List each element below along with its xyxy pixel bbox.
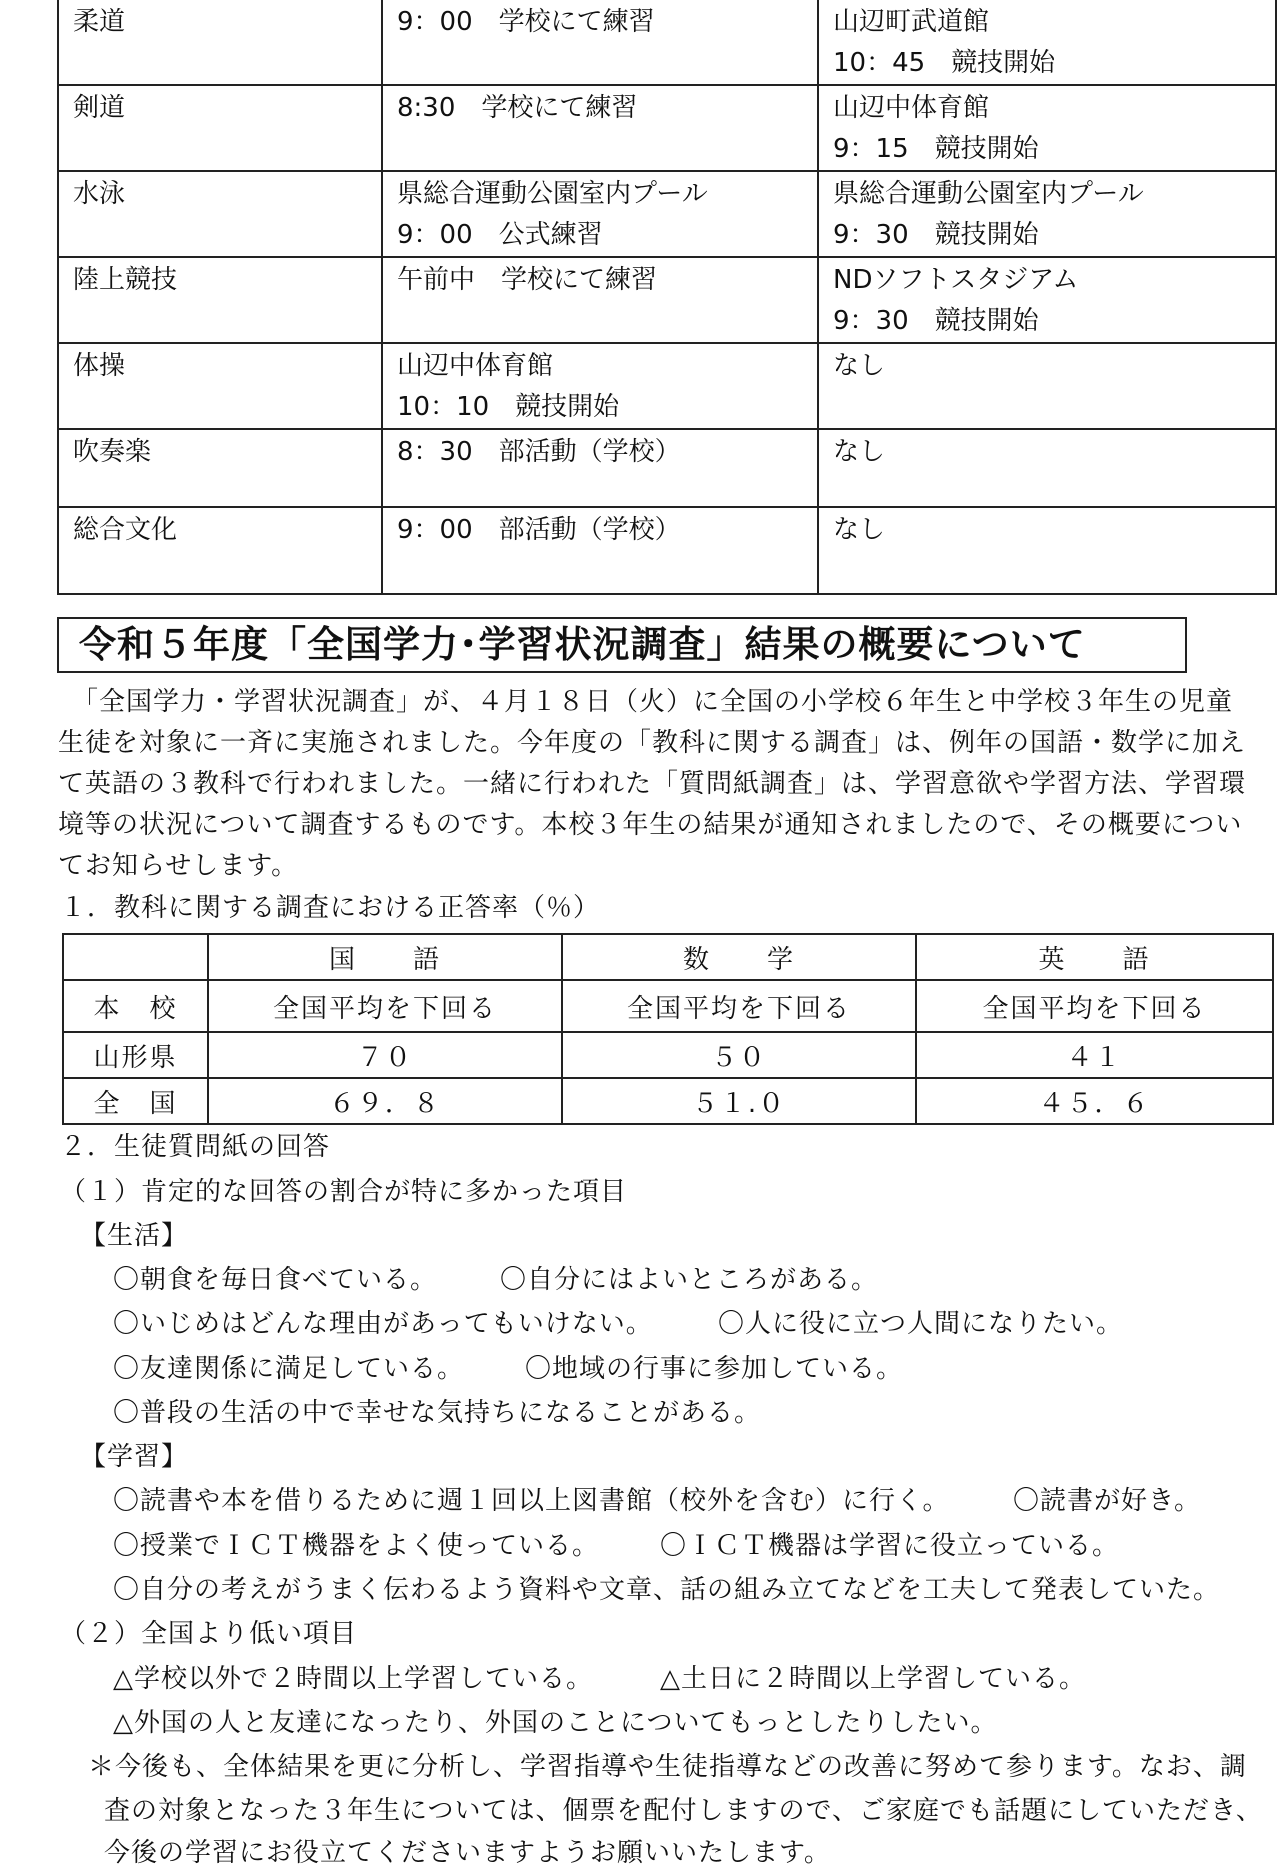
table-cell: ６９．８ <box>208 1078 562 1124</box>
morning-schedule: 山辺中体育館 10：10 競技開始 <box>382 343 818 429</box>
table-row <box>58 429 1276 507</box>
row-label: 全 国 <box>63 1078 208 1124</box>
table-row <box>58 171 1276 257</box>
subheading-positive: （１）肯定的な回答の割合が特に多かった項目 <box>60 1177 628 1207</box>
morning-schedule: 8：30 部活動（学校） <box>382 429 818 507</box>
venue-schedule: 山辺中体育館 9：15 競技開始 <box>818 85 1276 171</box>
club-name: 吹奏楽 <box>58 429 382 507</box>
venue-schedule: なし <box>818 343 1276 429</box>
accuracy-results-table <box>62 933 1274 1125</box>
club-name: 剣道 <box>58 85 382 171</box>
table-row <box>58 85 1276 171</box>
list-item: 〇ＩＣＴ機器は学習に役立っている。 <box>660 1531 1120 1561</box>
label-study: 【学習】 <box>80 1442 189 1472</box>
table-cell: ４１ <box>916 1032 1273 1078</box>
club-name: 陸上競技 <box>58 257 382 343</box>
list-item: 〇自分にはよいところがある。 <box>500 1265 879 1295</box>
heading-questionnaire: ２．生徒質問紙の回答 <box>60 1132 331 1162</box>
venue-schedule: NDソフトスタジアム 9：30 競技開始 <box>818 257 1276 343</box>
club-name: 水泳 <box>58 171 382 257</box>
table-row <box>58 343 1276 429</box>
list-item: 〇読書や本を借りるために週１回以上図書館（校外を含む）に行く。 <box>113 1486 950 1516</box>
club-schedule-table <box>57 0 1277 595</box>
table-header-row <box>63 934 1273 980</box>
table-cell: 全国平均を下回る <box>916 980 1273 1032</box>
venue-schedule: 県総合運動公園室内プール 9：30 競技開始 <box>818 171 1276 257</box>
table-cell: ７０ <box>208 1032 562 1078</box>
table-cell: 全国平均を下回る <box>562 980 916 1032</box>
intro-paragraph: 「全国学力・学習状況調査」が、４月１８日（火）に全国の小学校６年生と中学校３年生の児童 生徒を対象に一斉に実施されました。今年度の「教科に関する調査」は、例年の国語・数学に加え て英語の３教科で行われました。一緒に行われた「質問紙調査」は、学習意欲や学習方法、学習環 境等の状況について調査するものです。本校３年生の結果が通知されましたので、その概要につい てお知らせします。 <box>58 687 1247 881</box>
header-cell: 国 語 <box>208 934 562 980</box>
closing-note-line: 今後の学習にお役立てくださいますようお願いいたします。 <box>104 1838 831 1868</box>
venue-schedule: 山辺町武道館 10：45 競技開始 <box>818 0 1276 85</box>
table-cell: ４５．６ <box>916 1078 1273 1124</box>
venue-schedule: なし <box>818 507 1276 594</box>
venue-schedule: なし <box>818 429 1276 507</box>
table-row <box>63 1032 1273 1078</box>
table-row <box>58 507 1276 594</box>
table-cell: ５０ <box>562 1032 916 1078</box>
list-item: 〇自分の考えがうまく伝わるよう資料や文章、話の組み立てなどを工夫して発表していた。 <box>113 1575 1221 1605</box>
morning-schedule: 8:30 学校にて練習 <box>382 85 818 171</box>
heading-accuracy-rate: １．教科に関する調査における正答率（％） <box>60 893 601 923</box>
list-item: 〇人に役に立つ人間になりたい。 <box>718 1309 1124 1339</box>
list-item: △学校以外で２時間以上学習している。 <box>113 1664 593 1694</box>
club-name: 体操 <box>58 343 382 429</box>
morning-schedule: 午前中 学校にて練習 <box>382 257 818 343</box>
list-item: 〇いじめはどんな理由があってもいけない。 <box>113 1309 653 1339</box>
label-life: 【生活】 <box>80 1221 189 1251</box>
morning-schedule: 県総合運動公園室内プール 9：00 公式練習 <box>382 171 818 257</box>
list-item: 〇地域の行事に参加している。 <box>525 1354 904 1384</box>
list-item: 〇授業でＩＣＴ機器をよく使っている。 <box>113 1531 600 1561</box>
header-cell <box>63 934 208 980</box>
table-row <box>63 980 1273 1032</box>
table-cell: 全国平均を下回る <box>208 980 562 1032</box>
morning-schedule: 9：00 学校にて練習 <box>382 0 818 85</box>
club-name: 総合文化 <box>58 507 382 594</box>
subheading-lower: （２）全国より低い項目 <box>60 1619 358 1649</box>
club-name: 柔道 <box>58 0 382 85</box>
list-item: 〇友達関係に満足している。 <box>113 1354 465 1384</box>
section-title: 令和５年度「全国学力･学習状況調査」結果の概要について <box>57 617 1187 673</box>
list-item: △外国の人と友達になったり、外国のことについてもっとしたりしたい。 <box>113 1708 998 1738</box>
list-item: 〇朝食を毎日食べている。 <box>113 1265 438 1295</box>
morning-schedule: 9：00 部活動（学校） <box>382 507 818 594</box>
table-row <box>58 257 1276 343</box>
header-cell: 英 語 <box>916 934 1273 980</box>
table-row <box>58 0 1276 85</box>
table-cell: ５１.０ <box>562 1078 916 1124</box>
table-row <box>63 1078 1273 1124</box>
closing-note-line: ＊今後も、全体結果を更に分析し、学習指導や生徒指導などの改善に努めて参ります。なお、調 <box>88 1752 1247 1782</box>
header-cell: 数 学 <box>562 934 916 980</box>
closing-note-line: 査の対象となった３年生については、個票を配付しますので、ご家庭でも話題にしていただき、 <box>104 1796 1263 1826</box>
list-item: △土日に２時間以上学習している。 <box>660 1664 1086 1694</box>
row-label: 本 校 <box>63 980 208 1032</box>
list-item: 〇読書が好き。 <box>1013 1486 1201 1516</box>
row-label: 山形県 <box>63 1032 208 1078</box>
list-item: 〇普段の生活の中で幸せな気持ちになることがある。 <box>113 1398 762 1428</box>
